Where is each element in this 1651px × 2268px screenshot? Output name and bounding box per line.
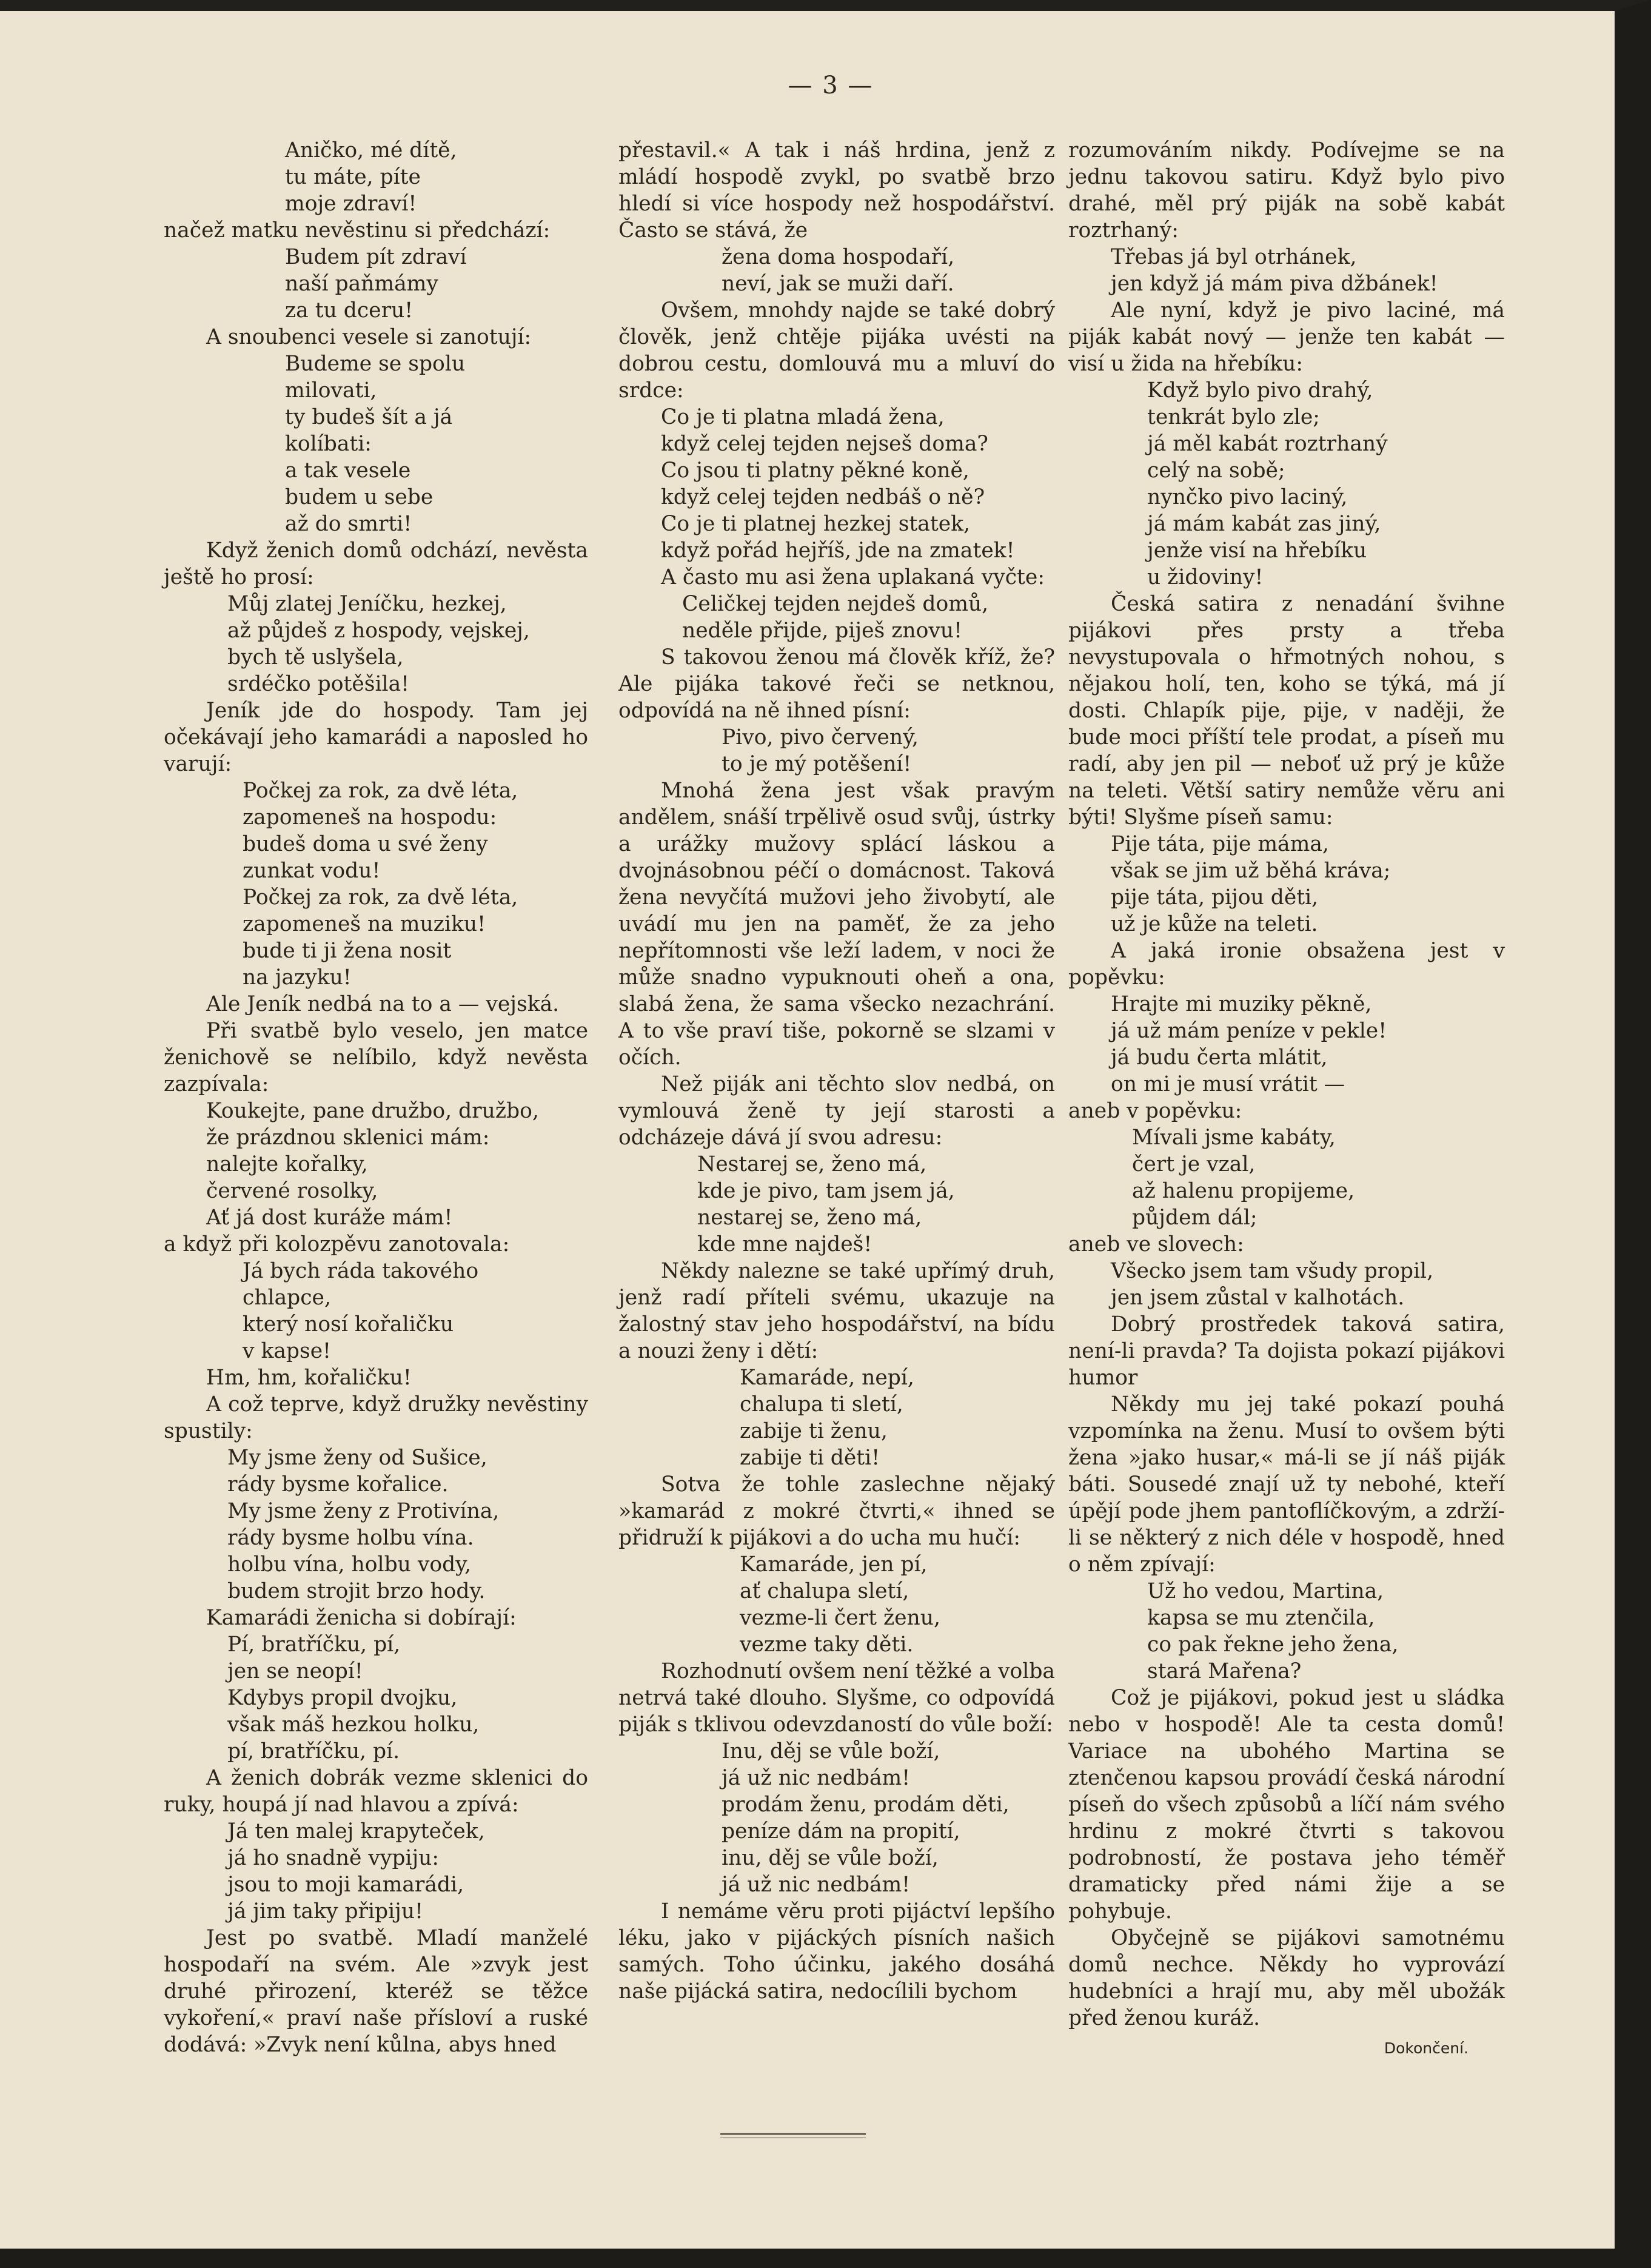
verse-line: Pí, bratříčku, pí, (227, 1632, 401, 1657)
paragraph: rozumováním nikdy. Podívejme se na jednu takovou satiru. Když bylo pivo drahé, měl prý piják na sobě kabát roztrhaný: (1068, 138, 1505, 243)
verse-line: nalejte kořalky, (206, 1152, 368, 1176)
verse-line: inu, děj se vůle boží, (722, 1846, 939, 1870)
verse-line: já už nic nedbám! (722, 1873, 911, 1897)
verse-line: holbu vína, holbu vody, (227, 1552, 472, 1577)
paragraph: načež matku nevěstinu si předchází: (164, 218, 551, 243)
verse-line: Nestarej se, ženo má, (697, 1152, 927, 1176)
verse-line: když pořád hejříš, jde na zmatek! (661, 538, 1015, 563)
paragraph: a když při kolozpěvu zanotovala: (164, 1232, 510, 1256)
verse-line: ty budeš šít a já (285, 405, 453, 429)
paragraph: Někdy nalezne se také upřímý druh, jenž radí příteli svému, ukazuje na žalostný stav jeho hospodářství, na bídu a nouzi ženy i dětí: (618, 1259, 1055, 1363)
verse-line: Když bylo pivo drahý, (1147, 378, 1373, 403)
verse-line: když celej tejden nedbáš o ně? (661, 485, 985, 509)
verse-line: My jsme ženy od Sušice, (227, 1446, 487, 1470)
verse-line: tu máte, píte (285, 165, 421, 189)
verse-line: až halenu propijeme, (1132, 1179, 1355, 1203)
verse-line: Já bych ráda takového (243, 1259, 479, 1283)
verse-line: pije táta, pijou děti, (1111, 885, 1319, 910)
verse-line: který nosí kořaličku (243, 1312, 454, 1337)
verse-line: co pak řekne jeho žena, (1147, 1632, 1399, 1657)
paragraph: Česká satira z nenadání švihne pijákovi přes prsty a třeba nevystupovala o hřmotných nohou, s nějakou holí, ten, koho se týká, má jí dosti. Chlapík pije, pije, v naději, že bude moci příští tele prodat, a píseň mu radí, aby jen pil — neboť už prý je kůže na teleti. Větší satiry nemůže věru ani býti! Slyšme píseň samu: (1068, 592, 1505, 830)
verse-line: bych tě uslyšela, (227, 645, 404, 669)
verse-line: neděle přijde, piješ znovu! (682, 619, 962, 643)
verse-line: pí, bratříčku, pí. (227, 1739, 400, 1763)
verse-line: já ho snadně vypiju: (227, 1846, 440, 1870)
verse-line: jen se neopí! (227, 1659, 363, 1683)
verse-line: kolíbati: (285, 432, 372, 456)
verse-line: až půjdeš z hospody, vejskej, (227, 619, 530, 643)
verse-line: však máš hezkou holku, (227, 1713, 480, 1737)
verse-line: Co je ti platna mladá žena, (661, 405, 945, 429)
verse-line: rády bysme holbu vína. (227, 1526, 474, 1550)
verse-line: já měl kabát roztrhaný (1147, 432, 1388, 456)
verse-line: už je kůže na teleti. (1111, 912, 1318, 936)
paragraph: A často mu asi žena uplakaná vyčte: (661, 565, 1045, 589)
text-column-2 (618, 137, 1055, 2005)
verse-line: já mám kabát zas jiný, (1147, 512, 1381, 536)
verse-line: na jazyku! (243, 965, 352, 990)
verse-line: chlapce, (243, 1286, 331, 1310)
verse-line: peníze dám na propití, (722, 1819, 960, 1844)
verse-line: čert je vzal, (1132, 1152, 1256, 1176)
verse-line: žena doma hospodaří, (722, 245, 955, 269)
verse-line: nynčko pivo laciný, (1147, 485, 1348, 509)
verse-line: v kapse! (243, 1339, 332, 1363)
paragraph: Mnohá žena jest však pravým andělem, snáší trpělivě osud svůj, ústrky a urážky mužovy splácí láskou a dvojnásobnou péčí o domácnost. Taková žena nevyčítá mužovi jeho živobytí, ale uvádí mu jen na paměť, že za jeho nepřítomnosti vše leží ladem, v noci že může snadno vypuknouti oheň a ona, slabá žena, že sama všecko nezachrání. A to vše praví tiše, pokorně se slzami v očích. (618, 779, 1055, 1070)
paragraph: Ovšem, mnohdy najde se také dobrý člověk, jenž chtěje pijáka uvésti na dobrou cestu, domlouvá mu a mluví do srdce: (618, 298, 1055, 403)
verse-line: rády bysme kořalice. (227, 1472, 449, 1497)
verse-line: budem u sebe (285, 485, 434, 509)
verse-line: Budem pít zdraví (285, 245, 467, 269)
verse-line: já už nic nedbám! (722, 1766, 911, 1790)
verse-line: bude ti ji žena nosit (243, 939, 452, 963)
verse-line: Hm, hm, kořaličku! (206, 1366, 412, 1390)
verse-line: jsou to moji kamarádi, (227, 1873, 464, 1897)
verse-line: Já ten malej krapyteček, (227, 1819, 485, 1844)
verse-line: jen když já mám piva džbánek! (1111, 272, 1438, 296)
verse-line: Ať já dost kuráže mám! (206, 1206, 453, 1230)
verse-line: však se jim už běhá kráva; (1111, 859, 1391, 883)
verse-line: u židoviny! (1147, 565, 1264, 589)
verse-line: já jim taky připiju! (227, 1899, 423, 1924)
text-column-1 (164, 137, 588, 2058)
verse-line: Celičkej tejden nejdeš domů, (682, 592, 989, 616)
verse-line: a tak vesele (285, 458, 411, 483)
verse-line: Budeme se spolu (285, 352, 466, 376)
verse-line: že prázdnou sklenici mám: (206, 1126, 490, 1150)
verse-line: ať chalupa sletí, (740, 1579, 909, 1603)
verse-line: Aničko, mé dítě, (285, 138, 457, 163)
verse-line: když celej tejden nejseš doma? (661, 432, 988, 456)
paragraph: přestavil.« A tak i náš hrdina, jenž z mládí hospodě zvykl, po svatbě brzo hledí si více hospody než hospodářství. Často se stává, že (618, 138, 1055, 243)
verse-line: My jsme ženy z Protivína, (227, 1499, 500, 1523)
paragraph: S takovou ženou má člověk kříž, že? Ale pijáka takové řeči se netknou, odpovídá na ně ihned písní: (618, 645, 1055, 723)
paragraph: Kamarádi ženicha si dobírají: (206, 1606, 517, 1630)
paragraph: Což je pijákovi, pokud jest u sládka nebo v hospodě! Ale ta cesta domů! Variace na ubohého Martina se ztenčenou kapsou provádí česká národní píseň do všech způsobů a líčí nám svého hrdinu z mokré čtvrti s takovou podrobností, že postava jeho téměř dramaticky před námi žije a se pohybuje. (1068, 1686, 1505, 1924)
verse-line: Koukejte, pane družbo, družbo, (206, 1099, 539, 1123)
verse-line: prodám ženu, prodám děti, (722, 1793, 1010, 1817)
verse-line: Mívali jsme kabáty, (1132, 1126, 1336, 1150)
paragraph: aneb v popěvku: (1068, 1099, 1242, 1123)
verse-line: Třebas já byl otrhánek, (1111, 245, 1357, 269)
verse-line: zapomeneš na hospodu: (243, 805, 497, 830)
verse-line: zabije ti děti! (740, 1446, 880, 1470)
verse-line: až do smrti! (285, 512, 412, 536)
verse-line: zapomeneš na muziku! (243, 912, 486, 936)
paragraph: A ženich dobrák vezme sklenici do ruky, houpá jí nad hlavou a zpívá: (164, 1766, 588, 1817)
verse-line: červené rosolky, (206, 1179, 378, 1203)
verse-line: zunkat vodu! (243, 859, 381, 883)
closing-rule (720, 2133, 866, 2138)
verse-line: Inu, děj se vůle boží, (722, 1739, 940, 1763)
page-number: — 3 — (788, 72, 874, 99)
verse-line: kde je pivo, tam jsem já, (697, 1179, 955, 1203)
verse-line: já už mám peníze v pekle! (1111, 1019, 1387, 1043)
paragraph: Jest po svatbě. Mladí manželé hospodaří na svém. Ale »zvyk jest druhé přirození, kteréž se těžce vykoření,« praví naše přísloví a ruské dodává: »Zvyk není kůlna, abys hned (164, 1926, 588, 2057)
verse-line: stará Mařena? (1147, 1659, 1302, 1683)
verse-line: celý na sobě; (1147, 458, 1285, 483)
paragraph: Rozhodnutí ovšem není těžké a volba netrvá také dlouho. Slyšme, co odpovídá piják s tklivou odevzdaností do vůle boží: (618, 1659, 1055, 1737)
verse-line: srdéčko potěšila! (227, 672, 410, 696)
verse-line: to je mý potěšení! (722, 752, 912, 776)
paragraph: Ale Jeník nedbá na to a — vejská. (206, 992, 560, 1016)
verse-line: budem strojit brzo hody. (227, 1579, 486, 1603)
verse-line: neví, jak se muži daří. (722, 272, 954, 296)
paragraph: Někdy mu jej také pokazí pouhá vzpomínka na ženu. Musí to ovšem býti žena »jako husar,« má-li se jí náš piják báti. Sousedé znají už ty nebohé, kteří úpějí pode jhem pantoflíčkovým, a zdrží-li se některý z nich déle v hospodě, hned o něm zpívají: (1068, 1392, 1505, 1577)
paragraph: aneb ve slovech: (1068, 1232, 1244, 1256)
verse-line: zabije ti ženu, (740, 1419, 888, 1443)
paragraph: Při svatbě bylo veselo, jen matce ženichově se nelíbilo, když nevěsta zazpívala: (164, 1019, 588, 1096)
text-column-3 (1068, 137, 1505, 2062)
verse-line: Počkej za rok, za dvě léta, (243, 779, 518, 803)
paragraph: Ale nyní, když je pivo laciné, má piják kabát nový — jenže ten kabát — visí u žida na hřebíku: (1068, 298, 1505, 376)
verse-line: půjdem dál; (1132, 1206, 1258, 1230)
verse-line: jen jsem zůstal v kalhotách. (1111, 1286, 1405, 1310)
verse-line: Co jsou ti platny pěkné koně, (661, 458, 970, 483)
verse-line: tenkrát bylo zle; (1147, 405, 1320, 429)
paragraph: I nemáme věru proti pijáctví lepšího léku, jako v pijáckých písních našich samých. Toho účinku, jakého dosáhá naše pijácká satira, nedocílili bychom (618, 1899, 1055, 2004)
verse-line: Kamaráde, nepí, (740, 1366, 914, 1390)
verse-line: on mi je musí vrátit — (1111, 1072, 1345, 1096)
verse-line: Kamaráde, jen pí, (740, 1552, 928, 1577)
verse-line: kde mne najdeš! (697, 1232, 872, 1256)
paragraph: A jaká ironie obsažena jest v popěvku: (1068, 939, 1505, 990)
paragraph: Jeník jde do hospody. Tam jej očekávají jeho kamarádi a naposled ho varují: (164, 699, 588, 776)
verse-line: jenže visí na hřebíku (1147, 538, 1367, 563)
paragraph: Než piják ani těchto slov nedbá, on vymlouvá ženě ty její starosti a odcházeje dává jí svou adresu: (618, 1072, 1055, 1150)
paragraph: Obyčejně se pijákovi samotnému domů nechce. Někdy ho vyprovází hudebníci a hrají mu, aby měl ubožák před ženou kuráž. (1068, 1926, 1505, 2030)
verse-line: Můj zlatej Jeníčku, hezkej, (227, 592, 507, 616)
paragraph: A snoubenci vesele si zanotují: (206, 325, 532, 349)
verse-line: Všecko jsem tam všudy propil, (1111, 1259, 1434, 1283)
paragraph: Sotva že tohle zaslechne nějaký »kamarád z mokré čtvrti,« ihned se přidruží k pijákovi a do ucha mu hučí: (618, 1472, 1055, 1550)
verse-line: já budu čerta mlátit, (1111, 1045, 1328, 1070)
verse-line: moje zdraví! (285, 192, 417, 216)
verse-line: budeš doma u své ženy (243, 832, 488, 856)
verse-line: naší paňmámy (285, 272, 438, 296)
verse-line: Pije táta, pije máma, (1111, 832, 1329, 856)
verse-line: za tu dceru! (285, 298, 414, 323)
verse-line: Kdybys propil dvojku, (227, 1686, 458, 1710)
verse-line: Hrajte mi muziky pěkně, (1111, 992, 1372, 1016)
verse-line: Už ho vedou, Martina, (1147, 1579, 1384, 1603)
verse-line: Pivo, pivo červený, (722, 725, 919, 750)
verse-line: nestarej se, ženo má, (697, 1206, 922, 1230)
verse-line: vezme-li čert ženu, (740, 1606, 940, 1630)
verse-line: chalupa ti sletí, (740, 1392, 903, 1417)
paragraph: Dobrý prostředek taková satira, není-li pravda? Ta dojista pokazí pijákovi humor (1068, 1312, 1505, 1390)
continuation-note: Dokončení. (1384, 2039, 1468, 2057)
verse-line: Počkej za rok, za dvě léta, (243, 885, 518, 910)
paragraph: Když ženich domů odchází, nevěsta ještě ho prosí: (164, 538, 588, 589)
verse-line: kapsa se mu ztenčila, (1147, 1606, 1375, 1630)
verse-line: milovati, (285, 378, 377, 403)
paragraph: A což teprve, když družky nevěstiny spustily: (164, 1392, 588, 1443)
verse-line: Co je ti platnej hezkej statek, (661, 512, 971, 536)
verse-line: vezme taky děti. (740, 1632, 914, 1657)
